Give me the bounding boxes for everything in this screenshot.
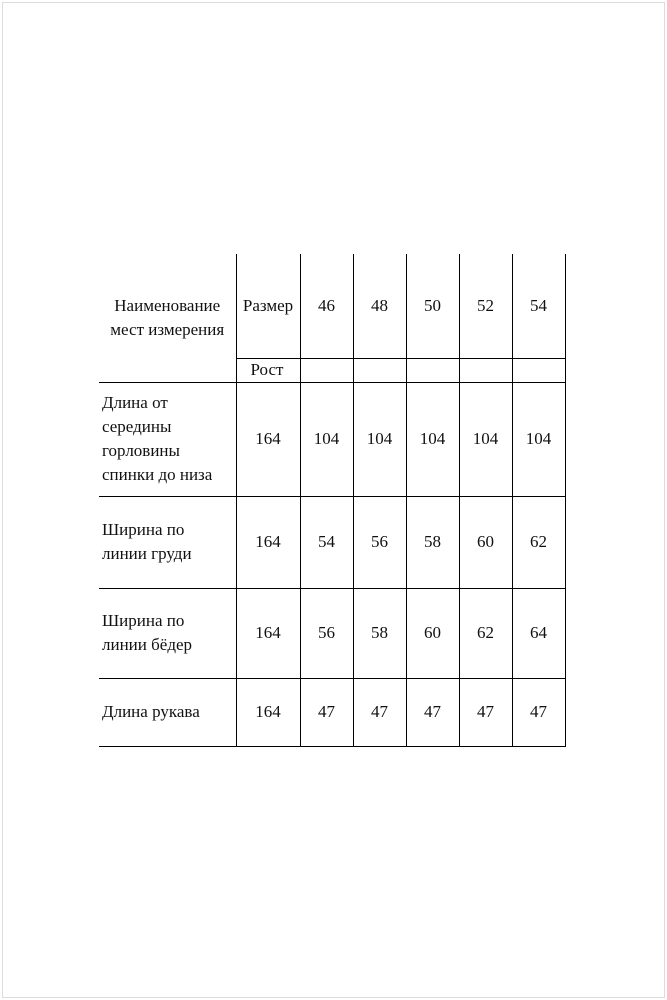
growth-value: 164 — [255, 702, 281, 721]
value-cell — [300, 678, 353, 746]
size-value: 54 — [530, 295, 547, 315]
value-cell — [459, 678, 512, 746]
empty-cell — [512, 358, 565, 382]
value-cell — [459, 588, 512, 678]
table-row — [99, 588, 565, 678]
empty-cell — [406, 358, 459, 382]
measure-value: 62 — [477, 623, 494, 642]
empty-cell — [300, 358, 353, 382]
empty-cell — [459, 358, 512, 382]
size-value: 52 — [477, 295, 494, 315]
value-cell — [406, 678, 459, 746]
header-label-cell — [99, 254, 236, 382]
growth-value: 164 — [255, 429, 281, 448]
growth-cell — [236, 678, 300, 746]
value-cell — [512, 382, 565, 496]
size-value: 50 — [424, 295, 441, 315]
value-cell — [459, 496, 512, 588]
measure-value: 104 — [472, 429, 499, 448]
empty-cell — [353, 358, 406, 382]
table-row — [99, 496, 565, 588]
row-label: Ширина по линии бёдер — [102, 611, 193, 654]
value-cell — [353, 588, 406, 678]
size-chart-table — [99, 254, 566, 747]
row-label-cell — [99, 588, 236, 678]
size-value: 46 — [318, 295, 335, 315]
size-cell — [300, 254, 353, 358]
size-value: 48 — [371, 295, 388, 315]
row-label: Длина от середины горловины спинки до низа — [102, 393, 213, 484]
growth-cell — [236, 382, 300, 496]
value-cell — [512, 496, 565, 588]
measure-value: 47 — [530, 702, 547, 721]
measure-value: 104 — [366, 429, 393, 448]
growth-cell — [236, 496, 300, 588]
value-cell — [300, 382, 353, 496]
row-label-cell — [99, 382, 236, 496]
measure-value: 64 — [530, 623, 547, 642]
value-cell — [300, 496, 353, 588]
header-label: Наименование мест измерения — [110, 295, 225, 339]
measure-value: 56 — [318, 623, 335, 642]
value-cell — [406, 382, 459, 496]
row-label: Ширина по линии груди — [102, 520, 192, 563]
size-cell — [512, 254, 565, 358]
growth-label: Рост — [250, 360, 284, 379]
measure-value: 47 — [424, 702, 441, 721]
measure-value: 47 — [371, 702, 388, 721]
measure-value: 60 — [424, 623, 441, 642]
measure-value: 58 — [371, 623, 388, 642]
value-cell — [406, 496, 459, 588]
value-cell — [512, 678, 565, 746]
measure-value: 104 — [419, 429, 446, 448]
growth-value: 164 — [255, 532, 281, 551]
growth-value: 164 — [255, 623, 281, 642]
size-cell — [406, 254, 459, 358]
measure-value: 104 — [525, 429, 552, 448]
table-row — [99, 678, 565, 746]
measure-value: 104 — [313, 429, 340, 448]
value-cell — [353, 382, 406, 496]
size-cell — [353, 254, 406, 358]
measure-value: 47 — [318, 702, 335, 721]
growth-cell — [236, 588, 300, 678]
measure-value: 60 — [477, 532, 494, 551]
row-label-cell — [99, 496, 236, 588]
table-row — [99, 382, 565, 496]
header-row — [99, 254, 565, 358]
row-label-cell — [99, 678, 236, 746]
size-label: Размер — [242, 295, 294, 315]
size-cell — [459, 254, 512, 358]
size-label-cell — [236, 254, 300, 358]
measure-value: 47 — [477, 702, 494, 721]
measure-value: 56 — [371, 532, 388, 551]
value-cell — [406, 588, 459, 678]
measure-value: 54 — [318, 532, 335, 551]
value-cell — [459, 382, 512, 496]
measure-value: 62 — [530, 532, 547, 551]
measure-value: 58 — [424, 532, 441, 551]
value-cell — [353, 496, 406, 588]
value-cell — [300, 588, 353, 678]
growth-label-cell — [236, 358, 300, 382]
row-label: Длина рукава — [102, 702, 200, 721]
value-cell — [353, 678, 406, 746]
value-cell — [512, 588, 565, 678]
